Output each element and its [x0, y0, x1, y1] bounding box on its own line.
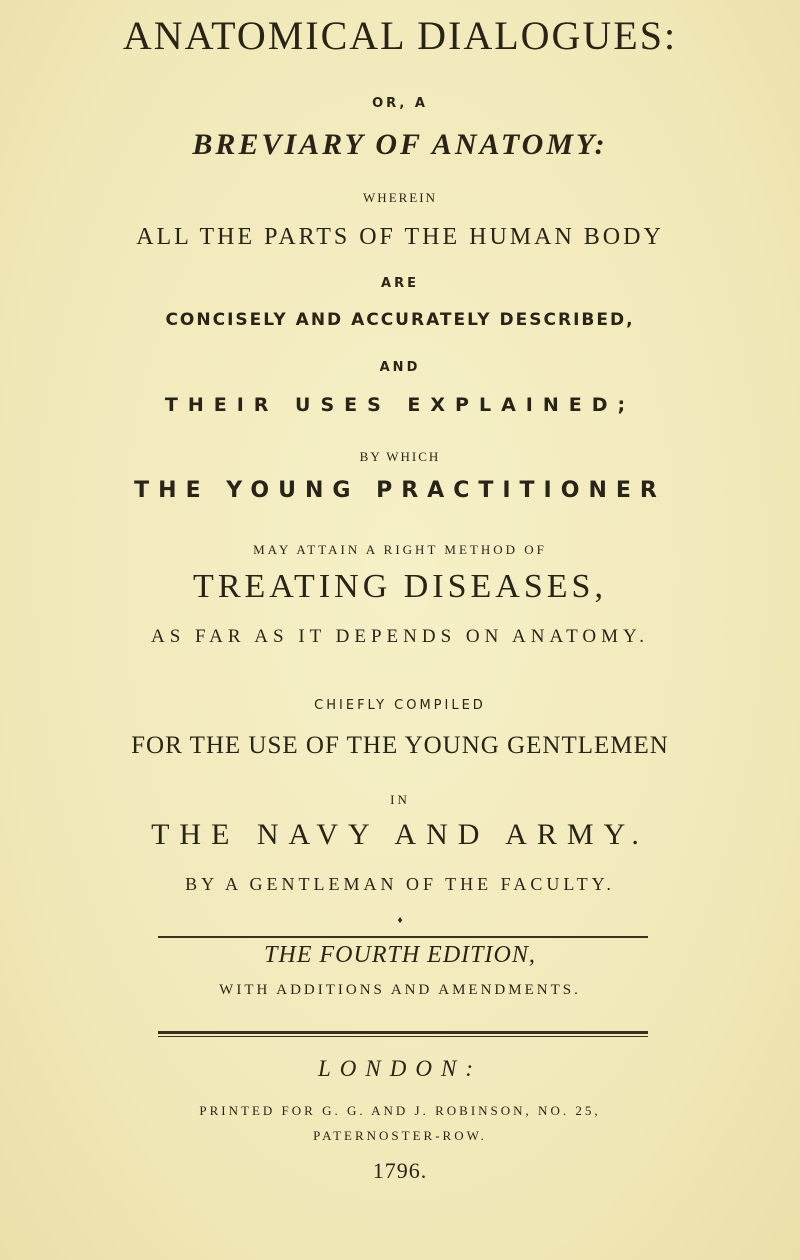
imprint-city: LONDON: [318, 1056, 482, 1081]
or-a-text: OR, A [372, 96, 428, 111]
all-parts-text: ALL THE PARTS OF THE HUMAN BODY [136, 224, 664, 250]
subtitle: BREVIARY OF ANATOMY: [192, 128, 608, 161]
their-uses-text: THEIR USES EXPLAINED; [164, 394, 636, 416]
imprint-year: 1796. [372, 1158, 428, 1183]
navy-army-text: THE NAVY AND ARMY. [151, 818, 649, 851]
young-practitioner-text: THE YOUNG PRACTITIONER [134, 478, 666, 503]
may-attain-text: MAY ATTAIN A RIGHT METHOD OF [253, 542, 547, 557]
double-rule-thick [158, 1031, 648, 1034]
concisely-text: CONCISELY AND ACCURATELY DESCRIBED, [165, 310, 635, 330]
for-use-text: FOR THE USE OF THE YOUNG GENTLEMEN [131, 732, 669, 759]
imprint-address: PATERNOSTER-ROW. [313, 1128, 487, 1143]
treating-diseases-text: TREATING DISEASES, [193, 568, 607, 605]
by-which-text: BY WHICH [359, 449, 441, 464]
imprint-printer: PRINTED FOR G. G. AND J. ROBINSON, NO. 25, [199, 1103, 601, 1118]
chiefly-compiled-text: CHIEFLY COMPILED [314, 698, 486, 713]
additions-text: WITH ADDITIONS AND AMENDMENTS. [219, 982, 581, 998]
edition-text: THE FOURTH EDITION, [264, 942, 536, 968]
book-title: ANATOMICAL DIALOGUES: [122, 13, 678, 58]
in-text: IN [390, 792, 410, 807]
ornament-icon: ♦ [397, 915, 403, 926]
as-far-text: AS FAR AS IT DEPENDS ON ANATOMY. [150, 626, 650, 647]
divider-rule [158, 936, 648, 938]
wherein-text: WHEREIN [363, 190, 437, 205]
author-text: BY A GENTLEMAN OF THE FACULTY. [185, 874, 615, 894]
double-rule-thin [158, 1036, 648, 1037]
and-text: AND [379, 360, 421, 375]
are-text: ARE [381, 276, 419, 291]
